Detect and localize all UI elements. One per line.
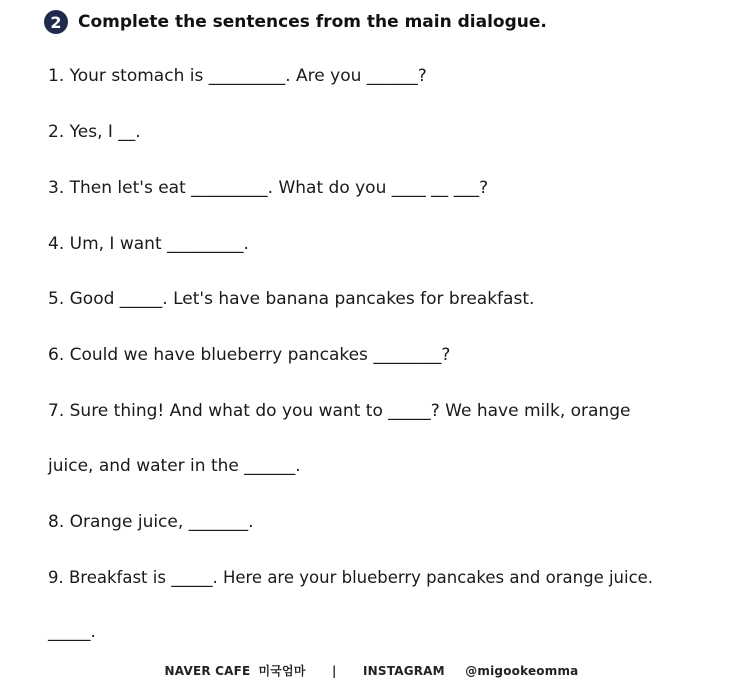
sentence-line-1: 1. Your stomach is _________. Are you ______? (48, 66, 427, 86)
sentence-line-9-cont: _____. (48, 622, 96, 642)
footer-separator: | (332, 664, 337, 678)
sentence-line-4: 4. Um, I want _________. (48, 234, 249, 254)
sentence-line-9: 9. Breakfast is _____. Here are your blueberry pancakes and orange juice. (48, 568, 654, 587)
sentence-line-6: 6. Could we have blueberry pancakes ________? (48, 345, 451, 365)
sentence-line-7: 7. Sure thing! And what do you want to _____? We have milk, orange (48, 401, 631, 421)
section-header (44, 10, 547, 34)
section-number-badge: 2 (44, 10, 68, 34)
footer-instagram-handle: @migookeomma (465, 664, 579, 678)
footer (0, 662, 743, 679)
sentence-line-2: 2. Yes, I __. (48, 122, 141, 142)
sentence-line-3: 3. Then let's eat _________. What do you ____ __ ___? (48, 178, 489, 198)
sentence-line-7-cont: juice, and water in the ______. (48, 456, 301, 476)
sentence-line-8: 8. Orange juice, _______. (48, 512, 254, 532)
section-title: Complete the sentences from the main dialogue. (78, 12, 547, 32)
sentence-line-5: 5. Good _____. Let's have banana pancakes for breakfast. (48, 289, 535, 309)
footer-cafe-label: NAVER CAFE (164, 664, 251, 678)
footer-cafe-name: 미국엄마 (258, 664, 306, 678)
footer-instagram-label: INSTAGRAM (363, 664, 445, 678)
